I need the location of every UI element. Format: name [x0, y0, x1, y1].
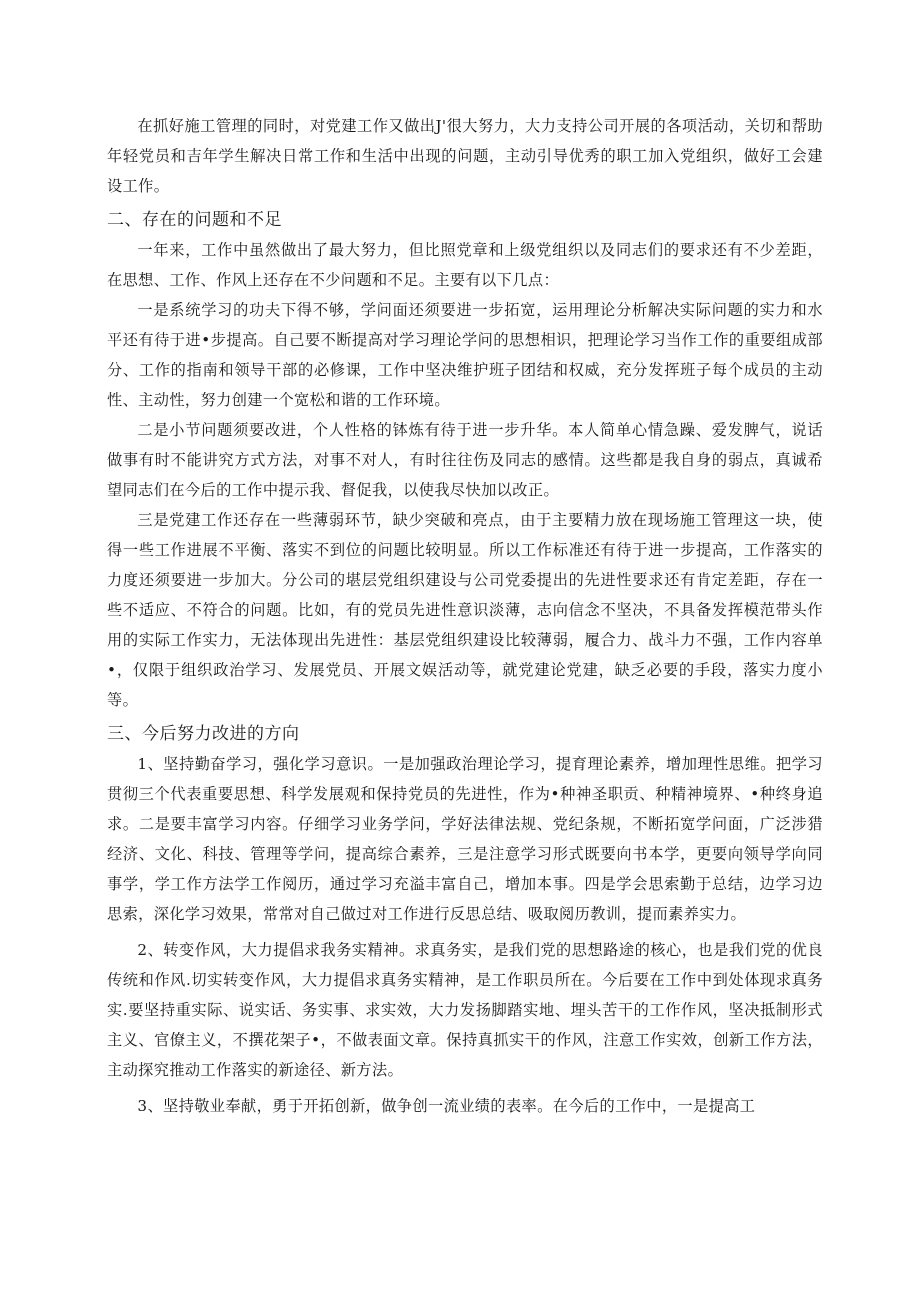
paragraph-problem-1: 一是系统学习的功夫下得不够，学问面还须要进一步拓宽，运用理论分析解决实际问题的实力和水平还有待于进•步提高。自己要不断提高对学习理论学问的思想相识，把理论学习当作工作的重要组成部分、工作的指南和领导干部的必修课，工作中坚决维护班子团结和权威，充分发挥班子每个成员的主动性、主动性，努力创建一个宽松和谐的工作环境。 [107, 301, 823, 409]
paragraph-improvement-2: 2、转变作风，大力提倡求我务实精神。求真务实，是我们党的思想路途的核心，也是我们党的优良传统和作风.切实转变作风，大力提倡求真务实精神，是工作职员所在。今后要在工作中到处体现求真务实.要坚持重实际、说实话、务实事、求实效，大力发扬脚踏实地、埋头苦干的工作作风，坚决抵制形式主义、官僚主义，不撰花架子•，不做表面文章。保持真抓实干的作风，注意工作实效，创新工作方法，主动探究推动工作落实的新途径、新方法。 [107, 941, 823, 1079]
section-heading-improvement: 三、今后努力改进的方向 [107, 724, 300, 744]
section-heading-problems: 二、存在的问题和不足 [107, 210, 282, 230]
document-page [107, 111, 823, 1121]
paragraph-party-building: 在抓好施工管理的同时，对党建工作又做出J'很大努力，大力支持公司开展的各项活动，关切和帮助年轻党员和吉年学生解决日常工作和生活中出现的问题，主动引导优秀的职工加入党组织，做好工会建设工作。 [107, 117, 823, 195]
paragraph-problem-2: 二是小节问题须要改进，个人性格的钵炼有待于进一步升华。本人简单心情急躁、爱发脾气，说话做事有时不能讲究方式方法，对事不对人，有时往往伤及同志的感情。这些都是我自身的弱点，真诚希望同志们在今后的工作中提示我、督促我，以使我尽快加以改正。 [107, 421, 823, 499]
paragraph-problem-3: 三是党建工作还存在一些薄弱环节，缺少突破和亮点，由于主要精力放在现场施工管理这一块，使得一些工作进展不平衡、落实不到位的问题比较明显。所以工作标准还有待于进一步提高，工作落实的力度还须要进一步加大。分公司的堪层党组织建设与公司党委提出的先进性要求还有肯定差距，存在一些不适应、不符合的问题。比如，有的党员先进性意识淡薄，志向信念不坚决，不具备发挥模范带头作用的实际工作实力，无法体现出先进性：基层党组织建设比较薄弱，履合力、战斗力不强，工作内容单•，仅限于组织政治学习、发展党员、开展文娱活动等，就党建论党建，缺乏必要的手段，落实力度小等。 [107, 511, 823, 709]
paragraph-problems-intro: 一年来，工作中虽然做出了最大努力，但比照党章和上级党组织以及同志们的要求还有不少差距，在思想、工作、作风上还存在不少问题和不足。主要有以下几点： [107, 241, 823, 289]
paragraph-improvement-1: 1、坚持勤奋学习，强化学习意识。一是加强政治理论学习，提育理论素养，增加理性思维。把学习贯彻三个代表重要思想、科学发展观和保持党员的先进性，作为•种神圣职贡、种精神境界、•种终身追求。二是要丰富学习内容。仔细学习业务学问，学好法律法规、党纪条规，不断拓宽学问面，广泛涉猎经济、文化、科技、管理等学问，提高综合素养，三是注意学习形式既要向书本学，更要向领导学向同事学，学工作方法学工作阅历，通过学习充溢丰富自己，增加本事。四是学会思索勤于总结，边学习边思索，深化学习效果，常常对自己做过对工作进行反思总结、吸取阅历教训，提而素养实力。 [107, 755, 823, 923]
paragraph-improvement-3: 3、坚持敬业奉献，勇于开拓创新，做争创一流业绩的表率。在今后的工作中，一是提高工 [137, 1097, 756, 1115]
